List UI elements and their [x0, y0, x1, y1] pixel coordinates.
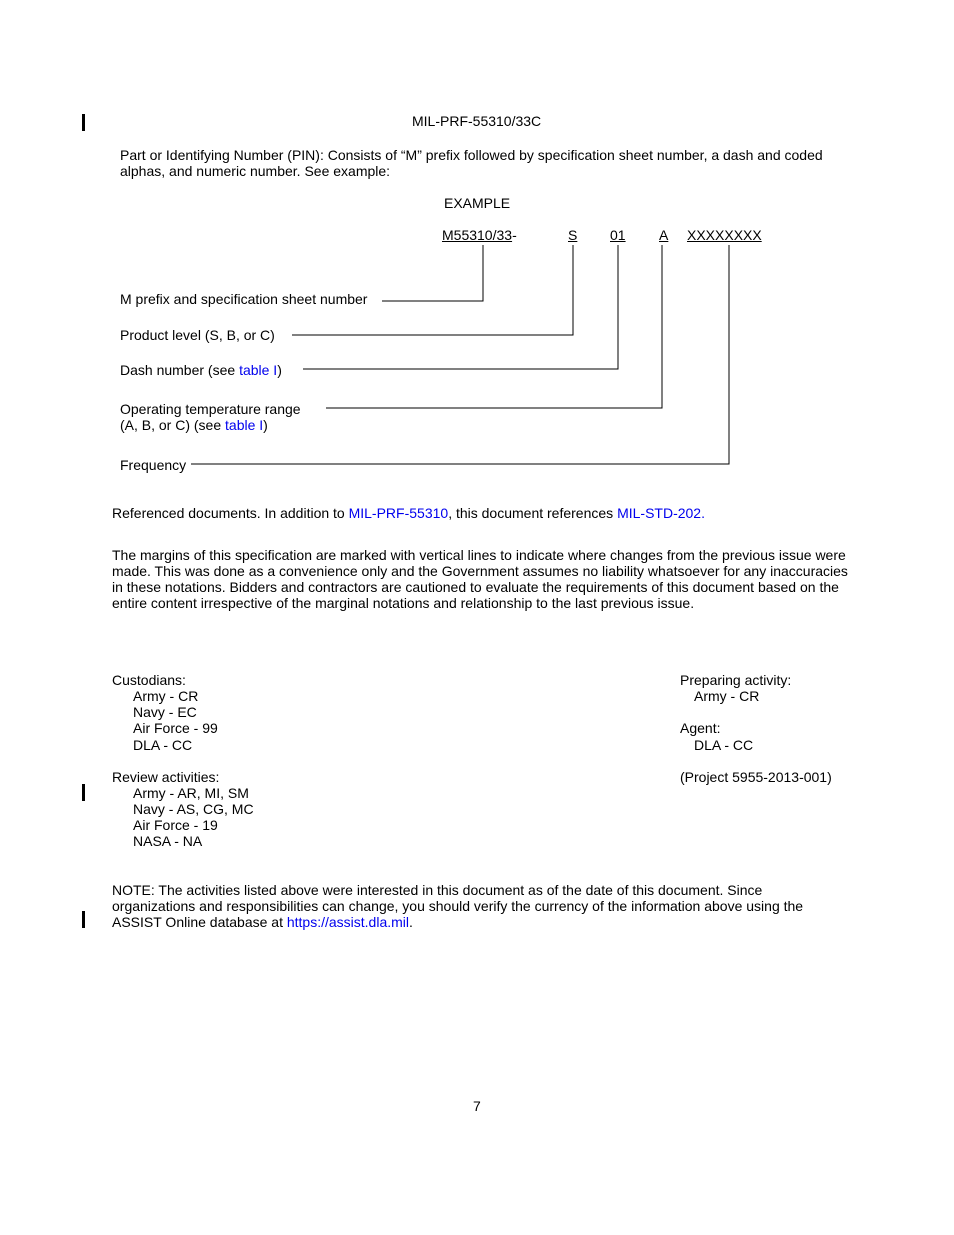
pin-part-frequency: XXXXXXXX: [687, 227, 762, 243]
page-number: 7: [473, 1098, 481, 1114]
label-prefix: M prefix and specification sheet number: [120, 291, 368, 307]
review-item: Army - AR, MI, SM: [133, 785, 249, 801]
custodian-item: Air Force - 99: [133, 720, 218, 736]
change-bar: [82, 784, 85, 801]
agent-heading: Agent:: [680, 720, 721, 736]
review-item: Air Force - 19: [133, 817, 218, 833]
pin-prefix-text: M55310/33: [442, 227, 513, 243]
label-dash-number: [120, 362, 282, 378]
project-number: (Project 5955-2013-001): [680, 769, 832, 785]
review-heading: Review activities:: [112, 769, 220, 785]
pin-part-temp: A: [659, 227, 669, 243]
preparing-activity-heading: Preparing activity:: [680, 672, 792, 688]
review-item: NASA - NA: [133, 833, 203, 849]
agent-value: DLA - CC: [694, 737, 754, 753]
leader-frequency: [191, 245, 729, 464]
custodian-item: Navy - EC: [133, 704, 197, 720]
change-bar: [82, 911, 85, 928]
leader-level: [292, 245, 573, 335]
margins-paragraph: The margins of this specification are marked with vertical lines to indicate where changes from the previous issue were made. This was done as a convenience only and the Government assumes no liability whatsoever for any inaccuracies in these notations. Bidders and contractors are cautioned to evaluate the requirements of this document based on the entire content irrespective of the marginal notations and relationship to the last previous issue.: [112, 547, 848, 611]
pin-part-prefix: [442, 227, 517, 243]
custodian-item: DLA - CC: [133, 737, 193, 753]
label-dash-close: ): [277, 362, 282, 378]
label-product-level: Product level (S, B, or C): [120, 327, 275, 343]
leader-temp: [326, 245, 662, 408]
referenced-documents: [112, 505, 705, 521]
pin-part-dash-number: 01: [610, 227, 626, 243]
custodians-heading: Custodians:: [112, 672, 186, 688]
label-frequency: Frequency: [120, 457, 187, 473]
label-temp-line2: [120, 417, 268, 433]
label-temp-close: ): [263, 417, 268, 433]
assist-link[interactable]: https://assist.dla.mil: [286, 914, 410, 930]
note-text: NOTE: The activities listed above were interested in this document as of the date of this document. Since organizations and responsibilities can change, you should verify the currency of the information above using the ASSIST Online database at: [112, 882, 804, 930]
referenced-period: .: [701, 505, 705, 521]
pin-intro-paragraph: Part or Identifying Number (PIN): Consists of “M” prefix followed by specification sheet number, a dash and coded alphas, and numeric number. See example:: [120, 147, 823, 179]
preparing-activity-value: Army - CR: [694, 688, 760, 704]
table-i-link[interactable]: table I: [225, 417, 264, 433]
review-item: Navy - AS, CG, MC: [133, 801, 254, 817]
label-temp-line1: Operating temperature range: [120, 401, 301, 417]
label-dash-text: Dash number (see: [120, 362, 240, 378]
document-id-header: MIL-PRF-55310/33C: [412, 113, 542, 129]
label-temp-text: (A, B, or C) (see: [120, 417, 226, 433]
change-bar: [82, 114, 85, 131]
note-paragraph: [112, 882, 824, 930]
table-i-link[interactable]: table I: [239, 362, 278, 378]
example-title: EXAMPLE: [444, 195, 511, 211]
custodian-item: Army - CR: [133, 688, 199, 704]
mil-std-202-link[interactable]: MIL-STD-202: [617, 505, 702, 521]
pin-dash-text: -: [512, 227, 517, 243]
leader-prefix: [382, 245, 483, 301]
pin-part-level: S: [568, 227, 578, 243]
referenced-mid: , this document references: [448, 505, 618, 521]
referenced-text: Referenced documents. In addition to: [112, 505, 349, 521]
leader-dash-number: [303, 245, 618, 369]
note-period: .: [409, 914, 413, 930]
mil-prf-55310-link[interactable]: MIL-PRF-55310: [348, 505, 449, 521]
